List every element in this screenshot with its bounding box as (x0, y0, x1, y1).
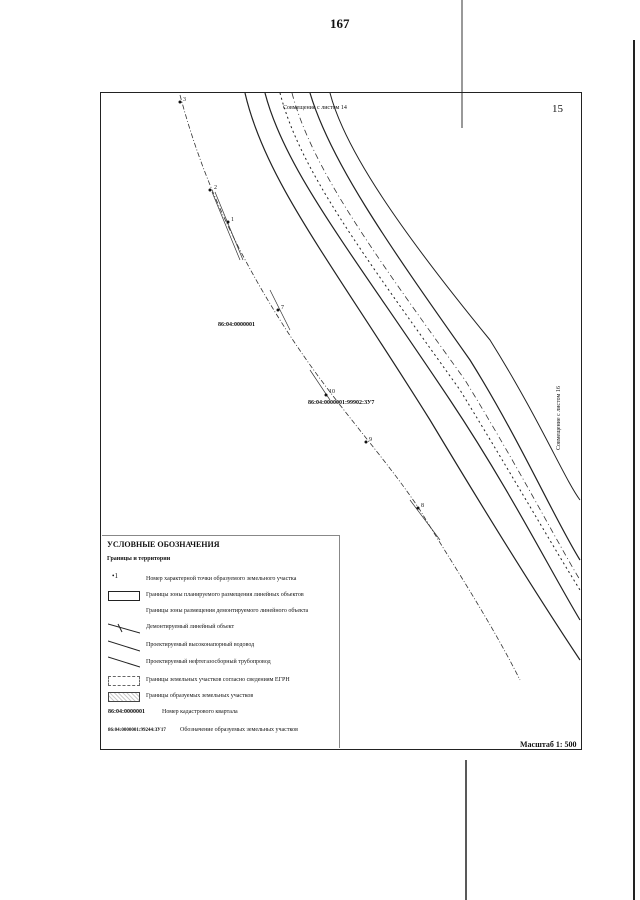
demolished-symbol (108, 622, 140, 634)
point-symbol: •1 (112, 572, 118, 580)
match-line-right: Совмещение с листом 16 (556, 386, 562, 450)
quarter-symbol: 86:04:0000001 (108, 709, 145, 715)
oil-pipeline-symbol (108, 656, 140, 668)
match-line-top: Совмещение с листом 14 (283, 105, 347, 111)
point-marker (277, 309, 280, 312)
zone-boundary-right (310, 93, 580, 560)
legend (102, 535, 340, 748)
legend-item: Границы зоны планируемого размещения линейных объектов (146, 592, 304, 598)
point-label: 2 (214, 185, 217, 191)
point-label: 10 (329, 389, 335, 395)
legend-item: Границы земельных участков согласно сведениям ЕГРН (146, 677, 290, 683)
point-marker (417, 507, 420, 510)
point-label: 7 (281, 305, 284, 311)
legend-subtitle: Границы и территории (107, 556, 171, 562)
point-label: 9 (369, 437, 372, 443)
legend-item: Границы зоны размещения демонтируемого линейного объекта (146, 608, 309, 614)
point-label: 1 (231, 217, 234, 223)
legend-title: УСЛОВНЫЕ ОБОЗНАЧЕНИЯ (107, 540, 220, 549)
legend-item: Демонтируемый линейный объект (146, 624, 235, 630)
point-marker (325, 394, 328, 397)
parcel-designation-symbol: 86:04:0000001:99244:ЗУ17 (108, 728, 166, 733)
point-marker (227, 221, 230, 224)
water-pipeline-symbol (108, 640, 140, 652)
point-label: 8 (421, 503, 424, 509)
point-marker (365, 441, 368, 444)
point-marker (179, 101, 182, 104)
formed-parcel-symbol (108, 692, 140, 702)
legend-item: Номер характерной точки образуемого земельного участка (146, 576, 297, 582)
point-label: 3 (183, 97, 186, 103)
sheet-number: 15 (552, 103, 563, 115)
legend-item: Обозначение образуемых земельных участков (180, 727, 298, 733)
point-marker (209, 189, 212, 192)
demolished-object (212, 192, 440, 540)
pipeline-dotted (280, 93, 580, 590)
legend-item: Границы образуемых земельных участков (146, 693, 254, 699)
parcel-label: 86:04:0000001:99902:ЗУ7 (308, 400, 375, 406)
water-pipeline (292, 93, 580, 580)
egrn-boundary-symbol (108, 676, 140, 686)
page-number: 167 (330, 16, 350, 31)
zone-boundary-symbol (108, 591, 140, 601)
legend-item: Номер кадастрового квартала (162, 709, 238, 715)
legend-item: Проектируемый нефтегазосборный трубопровод (146, 659, 271, 665)
quarter-number: 86:04:0000001 (218, 322, 255, 328)
legend-item: Проектируемый высоконапорный водовод (146, 642, 255, 648)
scale-label: Масштаб 1: 500 (520, 740, 577, 749)
zone-boundary-far (330, 93, 580, 500)
